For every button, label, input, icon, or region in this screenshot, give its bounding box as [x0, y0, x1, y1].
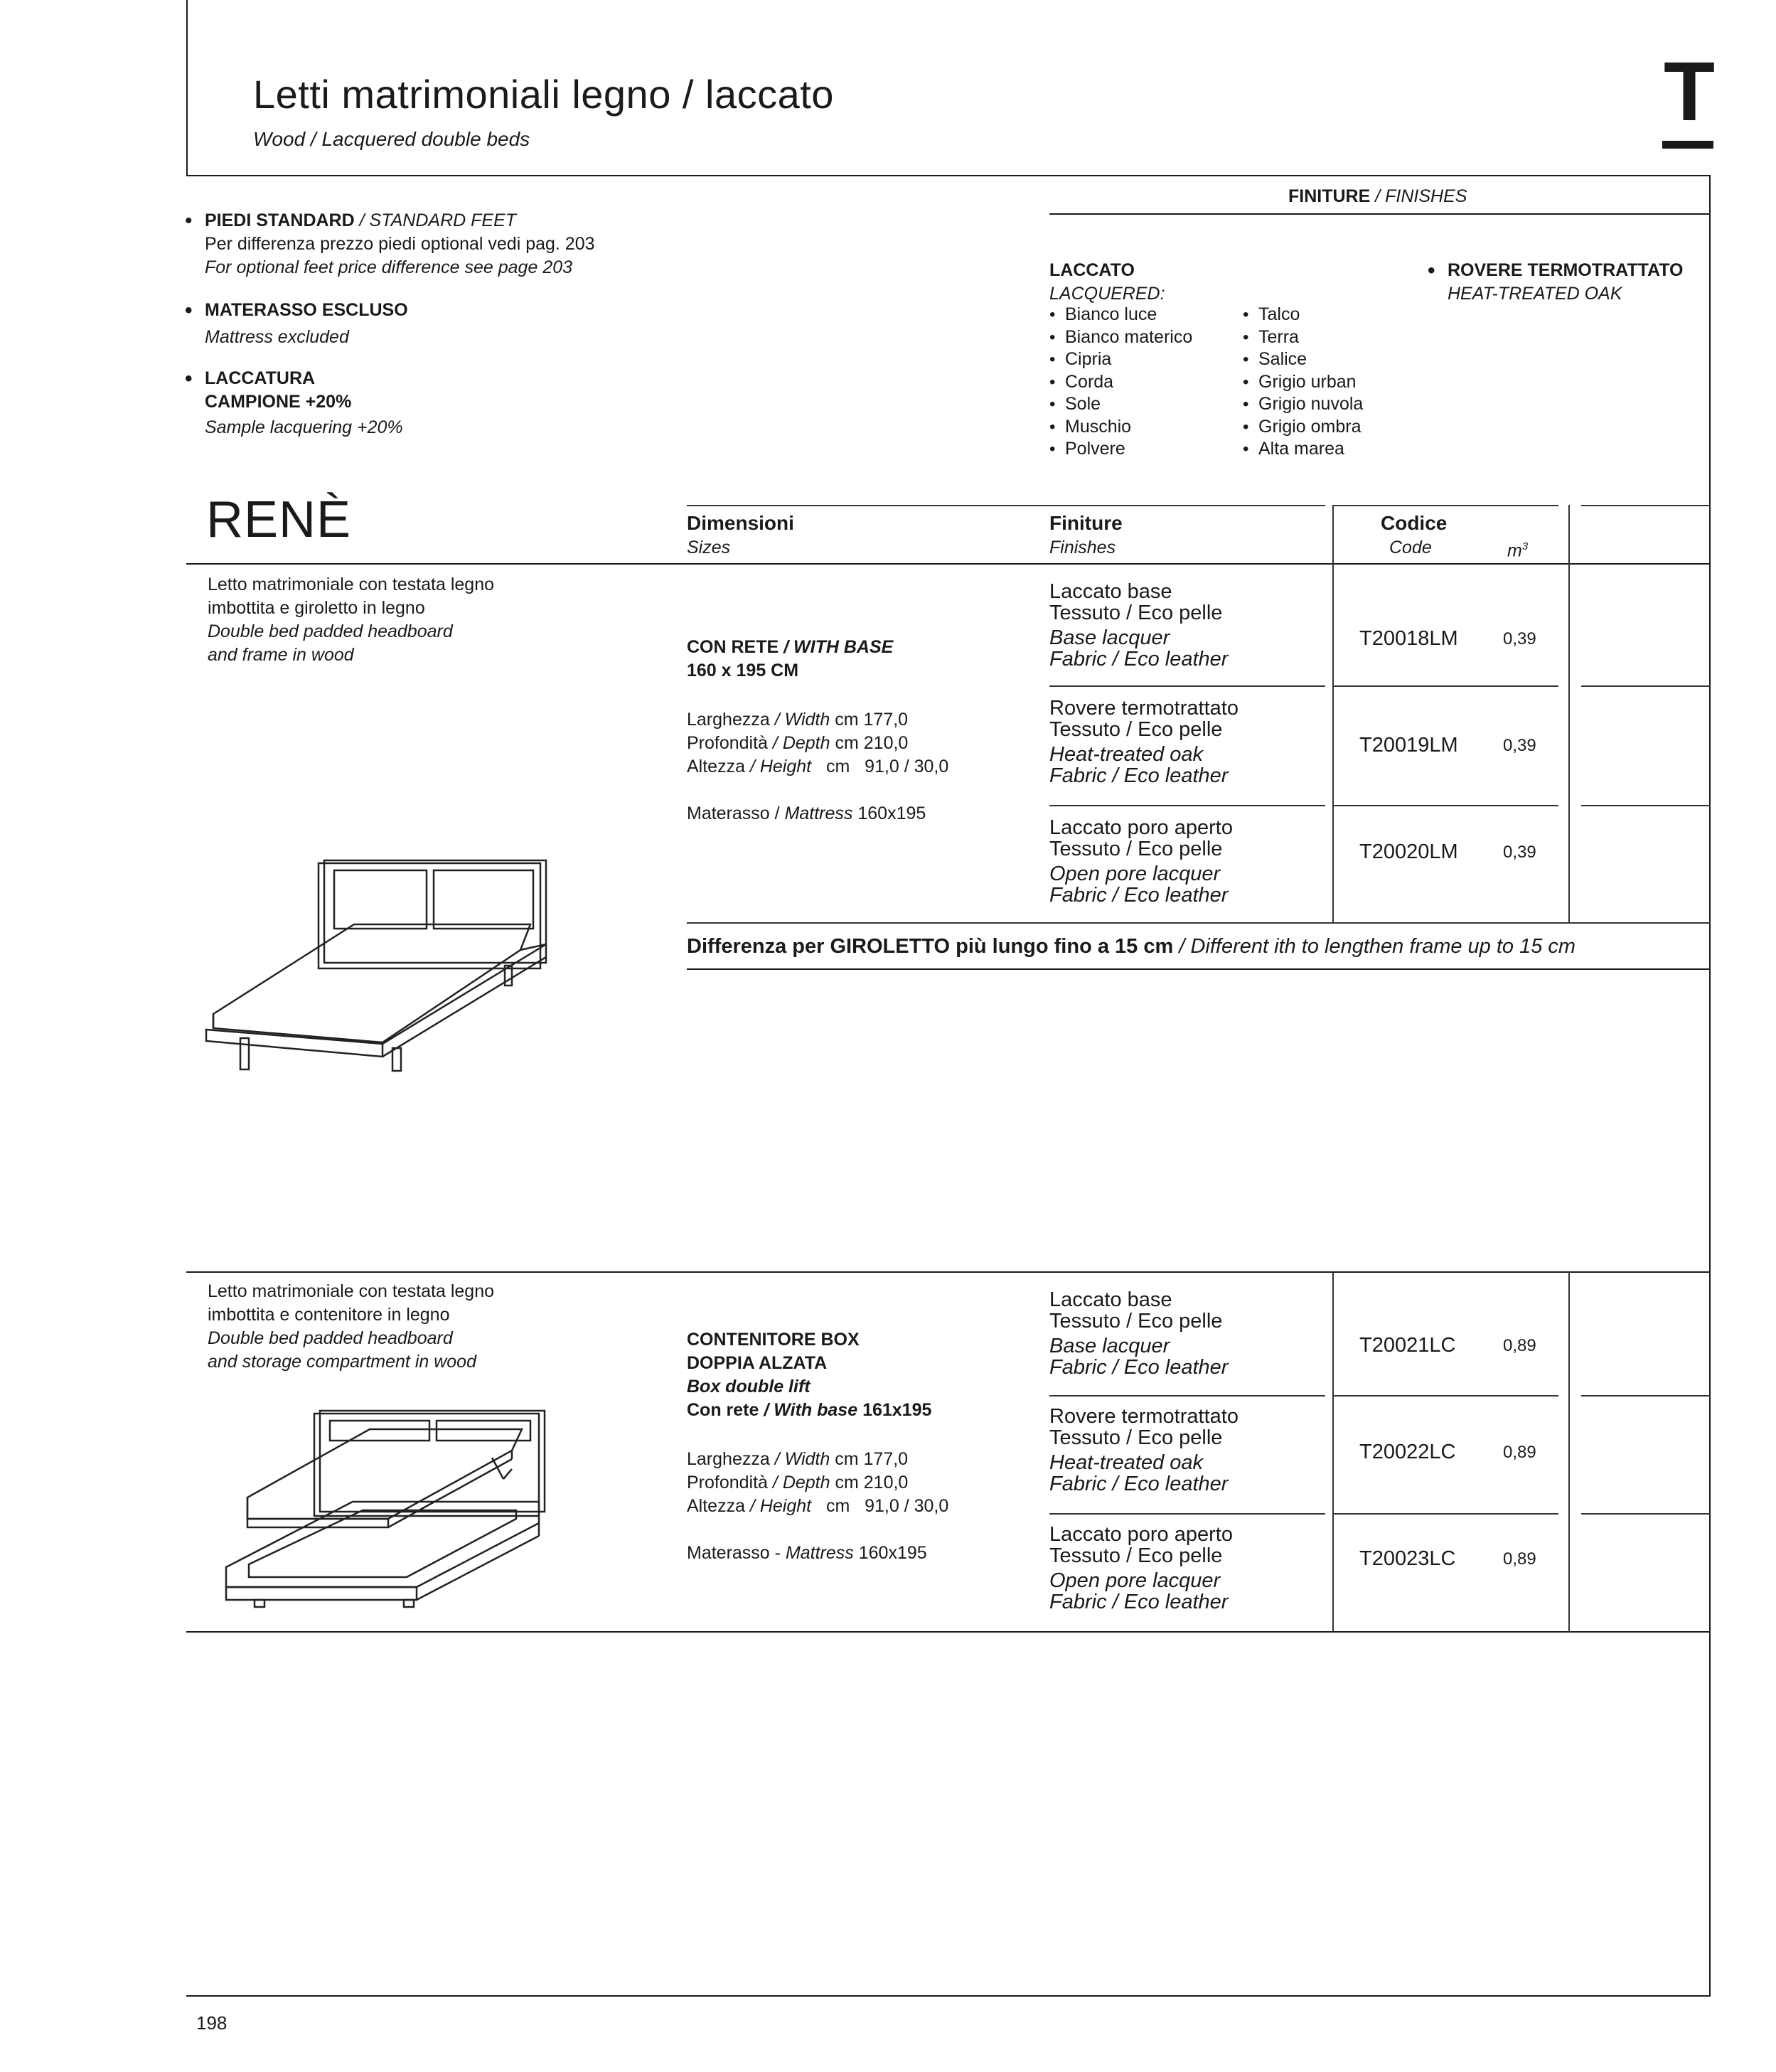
product-name: RENÈ: [206, 491, 352, 548]
product-code: T20020LM: [1359, 840, 1458, 863]
note-mattress: [205, 299, 408, 349]
lacquered-list-1: [1049, 304, 1192, 461]
col-m3-label: m: [1507, 540, 1522, 561]
col-sep-code-left-2: [1332, 1273, 1334, 1633]
col-sep-code-left-1: [1332, 505, 1334, 923]
col-fin-header: [1049, 511, 1123, 560]
finish-name-en: Base lacquer: [1049, 1335, 1170, 1357]
finish-name: Laccato base: [1049, 1288, 1172, 1311]
width-value: cm 177,0: [835, 710, 909, 730]
finish-color: • Salice: [1243, 348, 1363, 371]
section2-dimensions: [687, 1328, 948, 1565]
finish-color: • Alta marea: [1243, 438, 1363, 461]
finish-cover: Tessuto / Eco pelle: [1049, 1544, 1223, 1567]
col-code-header: [1381, 511, 1447, 560]
row-rule: [1581, 685, 1711, 687]
col-dim-label-en: Sizes: [687, 538, 731, 557]
section2-top-rule: [186, 1271, 1711, 1273]
frame-difference-note: [687, 936, 1576, 958]
oak-block: [1448, 259, 1683, 306]
product-code: T20019LM: [1359, 734, 1458, 757]
section-logo: T: [1664, 45, 1716, 139]
product-volume: 0,39: [1503, 843, 1536, 862]
desc-line: imbottita e contenitore in legno: [208, 1305, 450, 1325]
note-title-2: CAMPIONE +20%: [205, 392, 352, 412]
header-bottom-rule: [186, 563, 1711, 565]
finish-name-en: Open pore lacquer: [1049, 1569, 1221, 1592]
height-value: cm 91,0 / 30,0: [825, 1496, 949, 1516]
mattress-label: Materasso /: [687, 803, 780, 823]
mattress-label-en: Mattress: [785, 1543, 854, 1563]
finish-cover: Tessuto / Eco pelle: [1049, 601, 1223, 624]
depth-label: Profondità: [687, 733, 768, 753]
base-value: 161x195: [862, 1400, 932, 1420]
row-rule: [1581, 1513, 1711, 1515]
row-rule: [1581, 1395, 1711, 1397]
product-volume: 0,89: [1503, 1443, 1536, 1462]
finish-cover: Tessuto / Eco pelle: [1049, 1309, 1223, 1333]
finish-name: Rovere termotrattato: [1049, 1405, 1239, 1428]
depth-label-en: / Depth: [772, 733, 830, 753]
product-code: T20021LC: [1359, 1334, 1456, 1357]
lacquered-title-en: LACQUERED:: [1049, 284, 1165, 304]
base-label-en: / With base: [764, 1400, 858, 1420]
finish-cover: Tessuto / Eco pelle: [1049, 837, 1223, 860]
col-code-top-rule: [1332, 505, 1558, 506]
finish-cover: Tessuto / Eco pelle: [1049, 1426, 1223, 1449]
finish-cover-en: Fabric / Eco leather: [1049, 647, 1229, 671]
finish-color: • Cipria: [1049, 348, 1192, 371]
row-rule: [1049, 1513, 1325, 1515]
finish-name-en: Open pore lacquer: [1049, 863, 1221, 885]
diff-top-rule: [687, 922, 1711, 924]
desc-line: Letto matrimoniale con testata legno: [208, 575, 495, 594]
frame-top-rule: [186, 175, 1711, 176]
lacquered-list-2: [1243, 304, 1363, 461]
lacquered-block: [1049, 259, 1165, 306]
bed-type-en: / WITH BASE: [783, 637, 894, 657]
col-sep-code-right-2: [1568, 1273, 1570, 1633]
note-line-en: For optional feet price difference see page 203: [205, 257, 573, 277]
finishes-heading-en: / FINISHES: [1375, 186, 1467, 206]
finish-cover-en: Fabric / Eco leather: [1049, 1355, 1229, 1379]
row-rule: [1332, 1395, 1558, 1397]
note-title: • MATERASSO ESCLUSO: [205, 299, 408, 322]
finish-name: Rovere termotrattato: [1049, 697, 1239, 720]
frame-left-top: [186, 0, 188, 176]
row-rule: [1332, 1513, 1558, 1515]
width-label: Larghezza: [687, 710, 770, 730]
finish-cover-en: Fabric / Eco leather: [1049, 883, 1229, 907]
finish-name: Laccato poro aperto: [1049, 816, 1233, 839]
note-title: PIEDI STANDARD: [205, 210, 355, 230]
note-standard-feet: [205, 209, 595, 279]
col-fin-label: Finiture: [1049, 512, 1123, 534]
finish-color: • Terra: [1243, 326, 1363, 349]
col-dim-header: [687, 511, 794, 560]
finish-color: • Muschio: [1049, 416, 1192, 439]
row-rule: [1332, 805, 1558, 806]
product-volume: 0,89: [1503, 1549, 1536, 1569]
width-label: Larghezza: [687, 1449, 770, 1469]
finish-name-en: Base lacquer: [1049, 626, 1170, 649]
finish-color: • Grigio ombra: [1243, 416, 1363, 439]
finish-color: • Grigio nuvola: [1243, 393, 1363, 416]
page-subtitle: Wood / Lacquered double beds: [253, 128, 530, 150]
finish-name: Laccato base: [1049, 580, 1172, 603]
diff-bottom-rule: [687, 968, 1711, 970]
note-title: • LACCATURA: [205, 367, 403, 390]
section1-row-2-finish: [1049, 698, 1239, 786]
finish-color: • Talco: [1243, 304, 1363, 326]
logo-underline: [1662, 141, 1713, 149]
section2-row-1-finish: [1049, 1290, 1228, 1378]
mattress-value: 160x195: [858, 1543, 927, 1563]
desc-line-en: Double bed padded headboard: [208, 621, 453, 641]
desc-line-en: and storage compartment in wood: [208, 1352, 476, 1372]
col-dim-top-rule: [687, 505, 1325, 506]
col-sep-code-right-1: [1568, 505, 1570, 923]
bed-type-en: Box double lift: [687, 1377, 811, 1397]
note-title-en: / STANDARD FEET: [359, 210, 517, 230]
mattress-label-en: Mattress: [784, 803, 853, 823]
finish-cover-en: Fabric / Eco leather: [1049, 1472, 1229, 1495]
note-line-en: Mattress excluded: [205, 327, 349, 347]
col-extra-top-rule: [1581, 505, 1711, 506]
finish-color: • Sole: [1049, 393, 1192, 416]
depth-label: Profondità: [687, 1473, 768, 1492]
row-rule: [1049, 805, 1325, 806]
height-label: Altezza: [687, 757, 745, 776]
product-code: T20022LC: [1359, 1441, 1456, 1463]
note-line-en: Sample lacquering +20%: [205, 417, 403, 437]
frame-right: [1709, 175, 1711, 1997]
oak-title: • ROVERE TERMOTRATTATO: [1448, 259, 1683, 282]
lacquered-title: LACCATO: [1049, 260, 1135, 280]
height-value: cm 91,0 / 30,0: [825, 757, 949, 776]
height-label-en: / Height: [749, 1496, 812, 1516]
section2-row-3-finish: [1049, 1524, 1233, 1613]
depth-label-en: / Depth: [772, 1473, 830, 1492]
col-m3-sup: 3: [1521, 540, 1529, 552]
page-title: Letti matrimoniali legno / laccato: [253, 72, 834, 117]
finishes-heading-it: FINITURE: [1288, 186, 1371, 206]
product-code: T20023LC: [1359, 1547, 1456, 1570]
mattress-label: Materasso -: [687, 1543, 781, 1563]
oak-title-en: HEAT-TREATED OAK: [1448, 284, 1622, 304]
col-m3-header: [1507, 535, 1528, 562]
col-fin-label-en: Finishes: [1049, 538, 1116, 557]
page-number: 198: [196, 2012, 228, 2034]
finish-name-en: Heat-treated oak: [1049, 1451, 1204, 1474]
frame-bottom-rule: [186, 1995, 1711, 1997]
product-volume: 0,39: [1503, 736, 1536, 755]
row-rule: [1332, 685, 1558, 687]
width-label-en: / Width: [774, 1449, 830, 1469]
bed-drawing-storage: [213, 1401, 583, 1614]
finish-color: • Polvere: [1049, 438, 1192, 461]
desc-line: imbottita e giroletto in legno: [208, 598, 425, 618]
col-code-label-en: Code: [1389, 538, 1432, 557]
bed-type: CON RETE: [687, 637, 779, 657]
section2-bottom-rule: [186, 1631, 1711, 1633]
diff-label: Differenza per GIROLETTO più lungo fino a 15 cm: [687, 935, 1174, 958]
row-rule: [1049, 685, 1325, 687]
section1-row-3-finish: [1049, 818, 1233, 906]
depth-value: cm 210,0: [835, 733, 909, 753]
depth-value: cm 210,0: [835, 1473, 909, 1492]
product-code: T20018LM: [1359, 627, 1458, 650]
section1-description: [208, 573, 494, 667]
finish-cover: Tessuto / Eco pelle: [1049, 717, 1223, 741]
finish-name: Laccato poro aperto: [1049, 1523, 1233, 1546]
width-value: cm 177,0: [835, 1449, 909, 1469]
bed-type-2: DOPPIA ALZATA: [687, 1353, 828, 1373]
row-rule: [1049, 1395, 1325, 1397]
finish-color: • Bianco materico: [1049, 326, 1192, 349]
finish-color: • Bianco luce: [1049, 304, 1192, 326]
note-lacquering: [205, 367, 403, 439]
height-label-en: / Height: [749, 757, 812, 776]
bed-type: CONTENITORE BOX: [687, 1330, 860, 1350]
height-label: Altezza: [687, 1496, 745, 1516]
finish-name-en: Heat-treated oak: [1049, 743, 1204, 766]
mattress-value: 160x195: [857, 803, 926, 823]
finish-cover-en: Fabric / Eco leather: [1049, 764, 1229, 787]
finishes-rule: [1049, 213, 1709, 215]
diff-label-en: / Different ith to lengthen frame up to 15 cm: [1179, 935, 1576, 958]
finish-color: • Corda: [1049, 371, 1192, 394]
desc-line-en: and frame in wood: [208, 645, 354, 665]
row-rule: [1581, 805, 1711, 806]
col-code-label: Codice: [1381, 512, 1448, 534]
product-volume: 0,39: [1503, 629, 1536, 648]
col-dim-label: Dimensioni: [687, 512, 794, 534]
width-label-en: / Width: [774, 710, 830, 730]
section1-dimensions: [687, 636, 948, 826]
product-volume: 0,89: [1503, 1336, 1536, 1355]
finish-cover-en: Fabric / Eco leather: [1049, 1590, 1229, 1613]
desc-line: Letto matrimoniale con testata legno: [208, 1281, 495, 1301]
section2-description: [208, 1280, 494, 1374]
bed-size: 160 x 195 CM: [687, 661, 799, 680]
bed-drawing-with-base: [199, 850, 569, 1078]
finish-color: • Grigio urban: [1243, 371, 1363, 394]
note-line: Per differenza prezzo piedi optional vedi pag. 203: [205, 234, 595, 254]
finishes-heading: [1288, 185, 1467, 208]
section2-row-2-finish: [1049, 1406, 1239, 1495]
base-label: Con rete: [687, 1400, 759, 1420]
desc-line-en: Double bed padded headboard: [208, 1328, 453, 1348]
section1-row-1-finish: [1049, 582, 1228, 670]
